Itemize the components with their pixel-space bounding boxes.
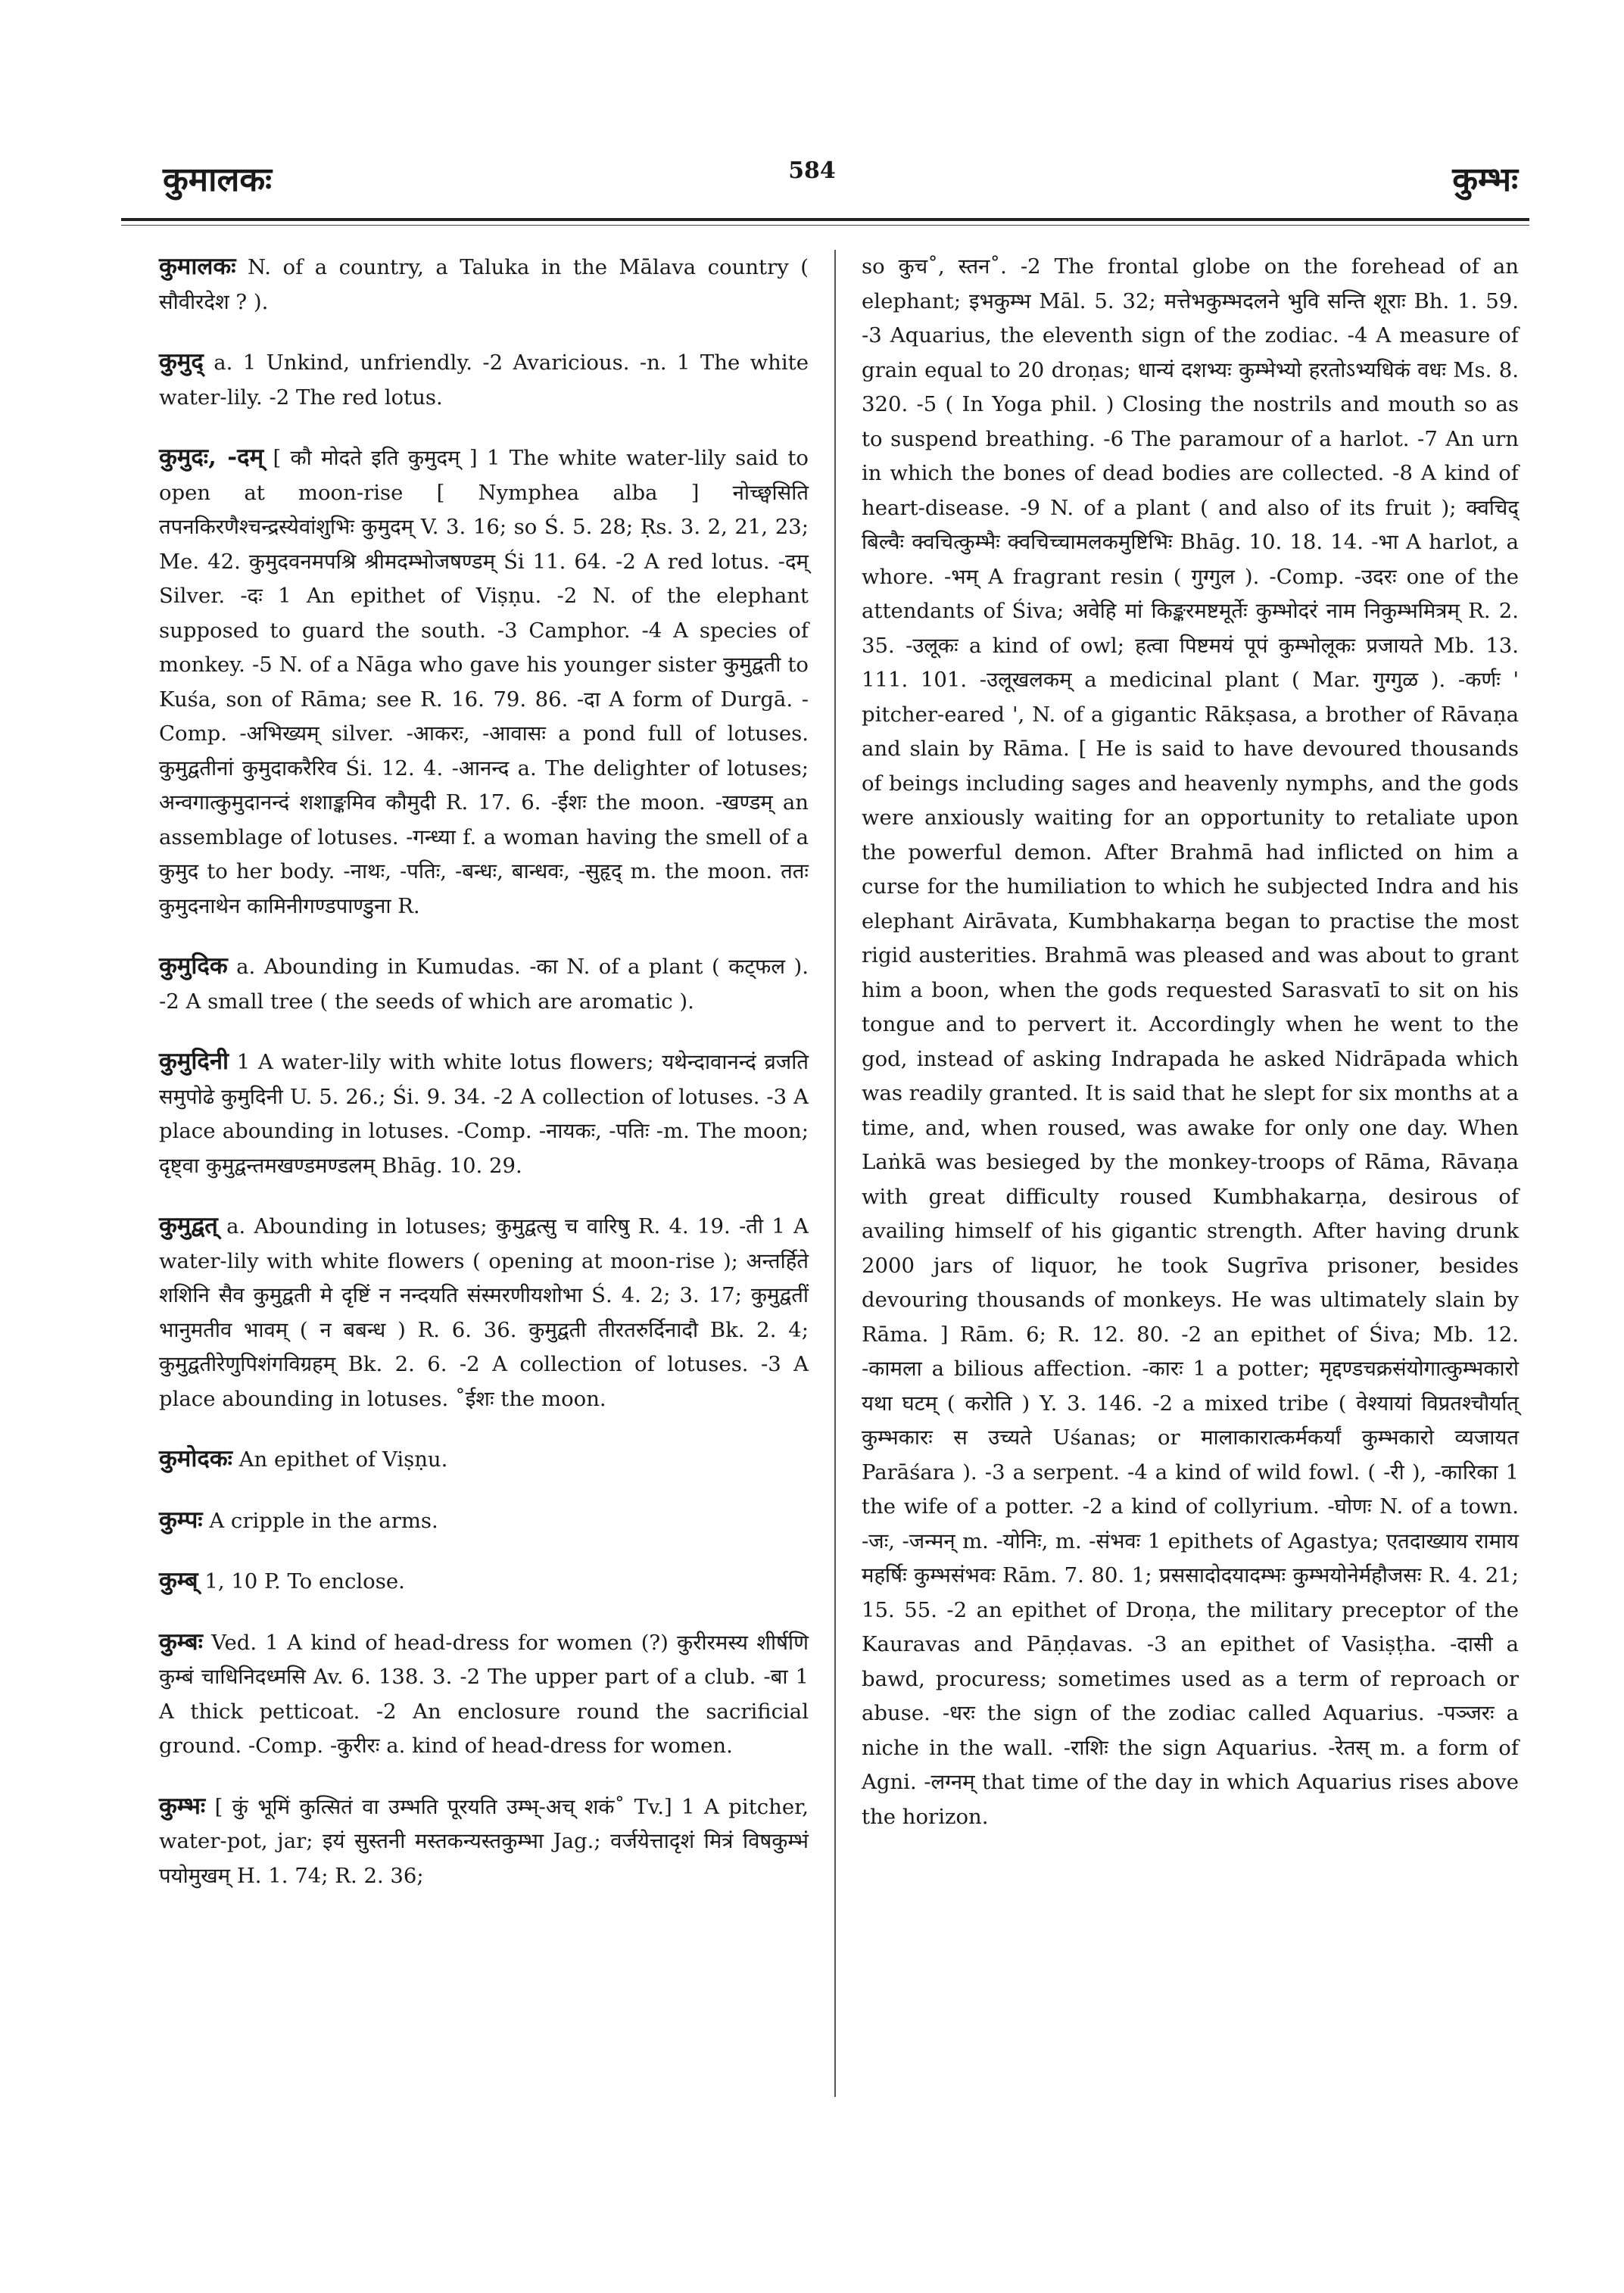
dictionary-entry <box>159 1442 809 1478</box>
dictionary-entry <box>159 345 809 415</box>
dictionary-entry <box>159 441 809 924</box>
right-column <box>862 250 1519 1860</box>
entry-definition: An epithet of Viṣṇu. <box>232 1447 448 1472</box>
entry-definition: Ved. 1 A kind of head-dress for women (?) कुरीरमस्य शीर्षणि कुम्बं चाधिनिदध्मसि Av. 6. 138. 3. -2 The upper part of a club. -बा 1 A thick petticoat. -2 An enclosure round the sacrificial ground. -Comp. -कुरीरः a. kind of head-dress for women. <box>159 1630 809 1758</box>
page-number: 584 <box>788 157 836 184</box>
entry-headword: कुम्भः <box>159 1792 206 1820</box>
entry-definition: [ कुं भूमिं कुत्सितं वा उम्भति पूरयति उम्भ्-अच् शकं˚ Tv.] 1 A pitcher, water-pot, jar; इयं सुस्तनी मस्तकन्यस्तकुम्भा Jag.; वर्जयेत्तादृशं मित्रं विषकुम्भं पयोमुखम् H. 1. 74; R. 2. 36; <box>159 1794 809 1888</box>
entry-definition: 1, 10 P. To enclose. <box>198 1569 405 1594</box>
entry-definition: N. of a country, a Taluka in the Mālava country ( सौवीरदेश ? ). <box>159 255 809 314</box>
entry-definition: a. 1 Unkind, unfriendly. -2 Avaricious. -n. 1 The white water-lily. -2 The red lotus. <box>159 350 809 410</box>
entry-headword: कुमुद्वत् <box>159 1212 218 1239</box>
entry-definition: so कुच˚, स्तन˚. -2 The frontal globe on the forehead of an elephant; इभकुम्भ Māl. 5. 32; मत्तेभकुम्भदलने भुवि सन्ति शूराः Bh. 1. 59. -3 Aquarius, the eleventh sign of the zodiac. -4 A measure of grain equal to 20 droṇas; धान्यं दशभ्यः कुम्भेभ्यो हरतोऽभ्यधिकं वधः Ms. 8. 320. -5 ( In Yoga phil. ) Closing the nostrils and mouth so as to suspend breathing. -6 The paramour of a harlot. -7 An urn in which the bones of dead bodies are collected. -8 A kind of heart-disease. -9 N. of a plant ( and also of its fruit ); क्वचिद् बिल्वैः क्वचित्कुम्भैः क्वचिच्चामलकमुष्टिभिः Bhāg. 10. 18. 14. -भा A harlot, a whore. -भम् A fragrant resin ( गुग्गुल ). -Comp. -उदरः one of the attendants of Śiva; अवेहि मां किङ्करमष्टमूर्तेः कुम्भोदरं नाम निकुम्भमित्रम् R. 2. 35. -उलूकः a kind of owl; हत्वा पिष्टमयं पूपं कुम्भोलूकः प्रजायते Mb. 13. 111. 101. -उलूखलकम् a medicinal plant ( Mar. गुग्गुळ ). -कर्णः ' pitcher-eared ', N. of a gigantic Rākṣasa, a brother of Rāvaṇa and slain by Rāma. [ He is said to have devoured thousands of beings including sages and heavenly nymphs, and the gods were anxiously waiting for an opportunity to retaliate upon the powerful demon. After Brahmā had inflicted on him a curse for the humiliation to which he subjected Indra and his elephant Airāvata, Kumbhakarṇa began to practise the most rigid austerities. Brahmā was pleased and was about to grant him a boon, when the gods requested Sarasvatī to sit on his tongue and to pervert it. Accordingly when he went to the god, instead of asking Indrapada he asked Nidrāpada which was readily granted. It is said that he slept for six months at a time, and, when roused, was awake for only one day. When Laṅkā was besieged by the monkey-troops of Rāma, Rāvaṇa with great difficulty roused Kumbhakarṇa, desirous of availing himself of his gigantic strength. After having drunk 2000 jars of liquor, he took Sugrīva prisoner, besides devouring thousands of monkeys. He was ultimately slain by Rāma. ] Rām. 6; R. 12. 80. -2 an epithet of Śiva; Mb. 12. -कामला a bilious affection. -कारः 1 a potter; मृद्दण्डचक्रसंयोगात्कुम्भकारो यथा घटम् ( करोति ) Y. 3. 146. -2 a mixed tribe ( वेश्यायां विप्रतश्चौर्यात् कुम्भकारः स उच्यते Uśanas; or मालाकारात्कर्मकर्यां कुम्भकारो व्यजायत Parāśara ). -3 a serpent. -4 a kind of wild fowl. ( -री ), -कारिका 1 the wife of a potter. -2 a kind of collyrium. -घोणः N. of a town. -जः, -जन्मन् m. -योनिः, m. -संभवः 1 epithets of Agastya; एतदाख्याय रामाय महर्षिः कुम्भसंभवः Rām. 7. 80. 1; प्रससादोदयादम्भः कुम्भयोनेर्महौजसः R. 4. 21; 15. 55. -2 an epithet of Droṇa, the military preceptor of the Kauravas and Pāṇḍavas. -3 an epithet of Vasiṣṭha. -दासी a bawd, procuress; sometimes used as a term of reproach or abuse. -धरः the sign of the zodiac called Aquarius. -पञ्जरः a niche in the wall. -राशिः the sign Aquarius. -रेतस् m. a form of Agni. -लग्नम् that time of the day in which Aquarius rises above the horizon. <box>862 254 1519 1829</box>
dictionary-entry <box>159 949 809 1019</box>
dictionary-entry <box>159 1209 809 1416</box>
dictionary-entry <box>862 250 1519 1834</box>
entry-headword: कुम्पः <box>159 1506 203 1534</box>
running-head-left: कुमालकः <box>163 160 273 199</box>
entry-definition: 1 A water-lily with white lotus flowers; यथेन्दावानन्दं व्रजति समुपोढे कुमुदिनी U. 5. 26.; Śi. 9. 34. -2 A collection of lotuses. -3 A place abounding in lotuses. -Comp. -नायकः, -पतिः -m. The moon; दृष्ट्वा कुमुद्वन्तमखण्डमण्डलम् Bhāg. 10. 29. <box>159 1050 809 1178</box>
entry-headword: कुम्ब् <box>159 1567 198 1594</box>
column-divider <box>834 250 836 2097</box>
entry-headword: कुमुद् <box>159 348 204 375</box>
entry-headword: कुमालकः <box>159 253 236 280</box>
dictionary-entry <box>159 1564 809 1600</box>
entry-headword: कुम्बः <box>159 1628 203 1656</box>
entry-definition: a. Abounding in lotuses; कुमुद्वत्सु च वारिषु R. 4. 19. -ती 1 A water-lily with white flowers ( opening at moon-rise ); अन्तर्हिते शशिनि सैव कुमुद्वती मे दृष्टिं न नन्दयति संस्मरणीयशोभा Ś. 4. 2; 3. 17; कुमुद्वतीं भानुमतीव भावम् ( न बबन्ध ) R. 6. 36. कुमुद्वती तीरतरुर्दिनादौ Bk. 2. 4; कुमुद्वतीरेणुपिशंगविग्रहम् Bk. 2. 6. -2 A collection of lotuses. -3 A place abounding in lotuses. ˚ईशः the moon. <box>159 1214 809 1411</box>
left-column <box>159 250 809 1919</box>
running-head-right: कुम्भः <box>1452 160 1518 199</box>
header-rule-thin <box>121 225 1529 226</box>
entry-headword: कुमोदकः <box>159 1445 232 1472</box>
dictionary-entry <box>159 1790 809 1894</box>
dictionary-entry <box>159 1045 809 1183</box>
dictionary-entry <box>159 250 809 319</box>
entry-headword: कुमुदिनी <box>159 1048 229 1075</box>
entry-definition: [ कौ मोदते इति कुमुदम् ] 1 The white water-lily said to open at moon-rise [ Nymphea alba ] नोच्छ्वसिति तपनकिरणैश्चन्द्रस्येवांशुभिः कुमुदम् V. 3. 16; so Ś. 5. 28; Ṛs. 3. 2, 21, 23; Me. 42. कुमुदवनमपश्रि श्रीमदम्भोजषण्डम् Śi 11. 64. -2 A red lotus. -दम् Silver. -दः 1 An epithet of Viṣṇu. -2 N. of the elephant supposed to guard the south. -3 Camphor. -4 A species of monkey. -5 N. of a Nāga who gave his younger sister कुमुद्वती to Kuśa, son of Rāma; see R. 16. 79. 86. -दा A form of Durgā. -Comp. -अभिख्यम् silver. -आकरः, -आवासः a pond full of lotuses. कुमुद्वतीनां कुमुदाकरैरिव Śi. 12. 4. -आनन्द a. The delighter of lotuses; अन्वगात्कुमुदानन्दं शशाङ्कमिव कौमुदी R. 17. 6. -ईशः the moon. -खण्डम् an assemblage of lotuses. -गन्ध्या f. a woman having the smell of a कुमुद to her body. -नाथः, -पतिः, -बन्धः, बान्धवः, -सुहृद् m. the moon. ततः कुमुदनाथेन कामिनीगण्डपाण्डुना R. <box>159 446 809 918</box>
entry-headword: कुमुदः, -दम् <box>159 444 264 471</box>
dictionary-entry <box>159 1625 809 1764</box>
dictionary-entry <box>159 1503 809 1539</box>
entry-definition: a. Abounding in Kumudas. -का N. of a plant ( कट्फल ). -2 A small tree ( the seeds of which are aromatic ). <box>159 955 809 1014</box>
entry-definition: A cripple in the arms. <box>202 1508 438 1533</box>
entry-headword: कुमुदिक <box>159 952 228 980</box>
header-rule <box>121 218 1529 221</box>
